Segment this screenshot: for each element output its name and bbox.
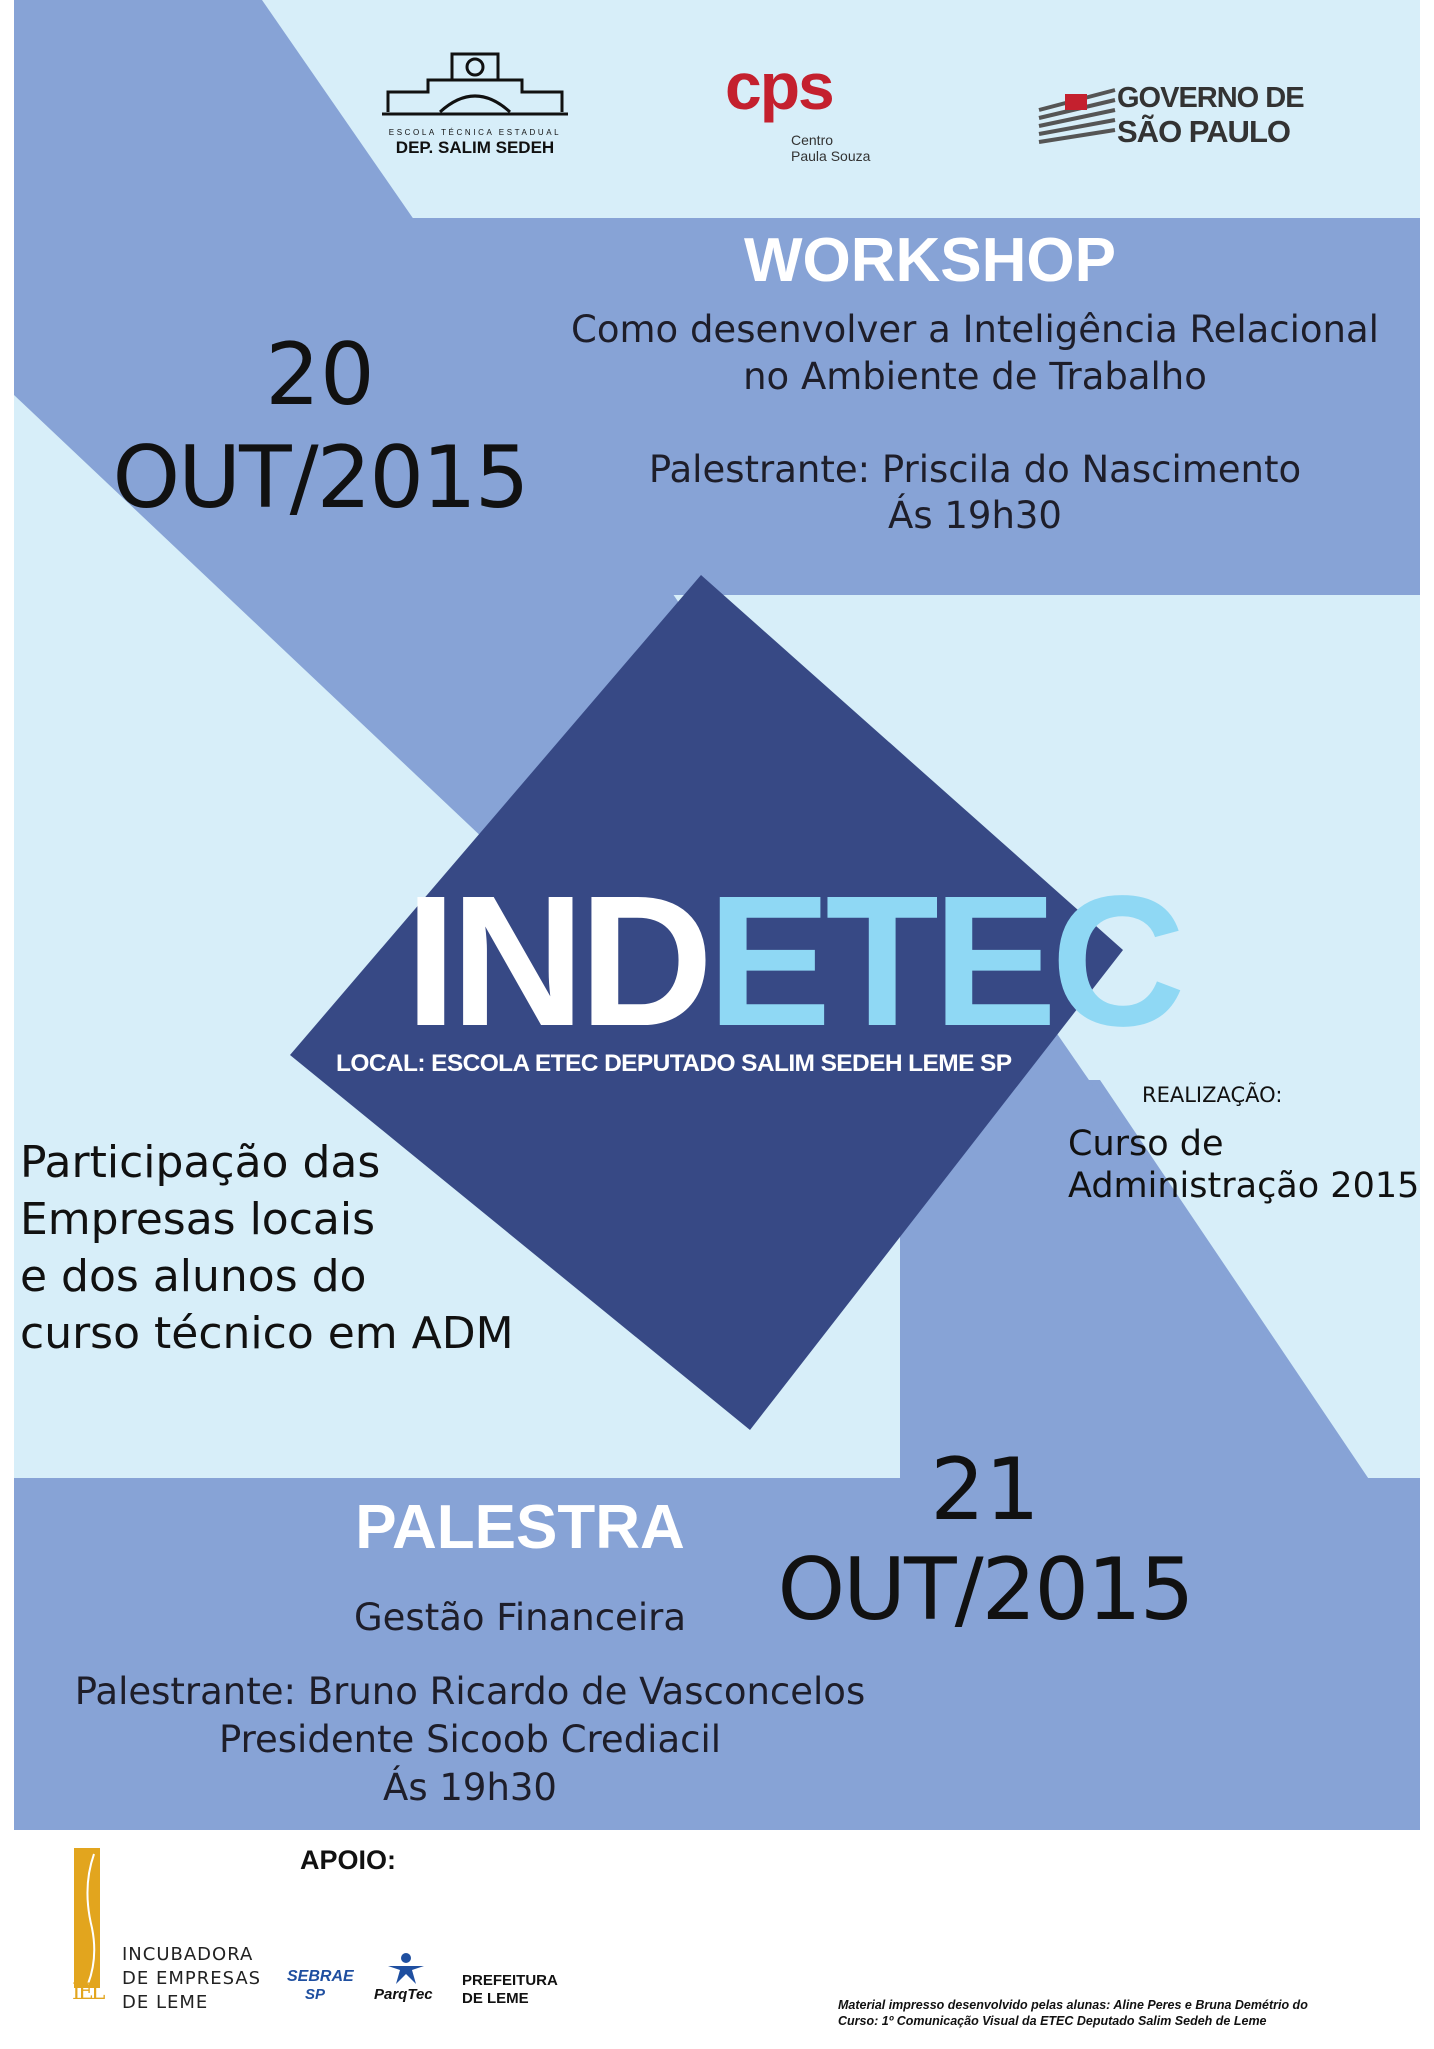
credits-line-1: Material impresso desenvolvido pelas alunas: Aline Peres e Bruna Demétrio do bbox=[838, 1998, 1308, 2012]
etec-logo bbox=[380, 50, 570, 160]
event-name-part-1: IND bbox=[405, 858, 708, 1065]
workshop-time: Ás 19h30 bbox=[888, 494, 1062, 537]
etec-name: DEP. SALIM SEDEH bbox=[395, 138, 555, 157]
apoio-label: APOIO: bbox=[300, 1845, 397, 1875]
sebrae-logo bbox=[287, 1968, 357, 2014]
gov-line-1: GOVERNO DE bbox=[1117, 82, 1304, 114]
incubadora-line-1: INCUBADORA bbox=[122, 1944, 254, 1965]
parqtec-logo bbox=[372, 1952, 442, 2012]
governo-sp-logo bbox=[1035, 82, 1325, 162]
date-1-day: 20 bbox=[265, 325, 375, 425]
event-name-part-2: ETEC bbox=[707, 858, 1180, 1065]
palestra-time: Ás 19h30 bbox=[383, 1766, 557, 1809]
credits-line-2: Curso: 1º Comunicação Visual da ETEC Deputado Salim Sedeh de Leme bbox=[838, 2014, 1267, 2028]
palestra-role: Presidente Sicoob Crediacil bbox=[218, 1718, 722, 1761]
incubadora-mark: IEL bbox=[72, 1980, 103, 2005]
participation-line-2: Empresas locais bbox=[20, 1194, 376, 1245]
event-name bbox=[405, 858, 1180, 1065]
cps-logo bbox=[725, 49, 895, 170]
prefeitura-line-2: DE LEME bbox=[462, 1990, 529, 2007]
date-1-month: OUT/2015 bbox=[112, 428, 528, 528]
date-2-day: 21 bbox=[930, 1440, 1040, 1540]
workshop-heading: WORKSHOP bbox=[744, 226, 1116, 295]
realizacao-line-1: Curso de bbox=[1068, 1124, 1224, 1164]
workshop-title-line-1: Como desenvolver a Inteligência Relacional bbox=[571, 308, 1379, 351]
gov-line-2: SÃO PAULO bbox=[1117, 114, 1290, 149]
incubadora-line-3: DE LEME bbox=[122, 1992, 209, 2013]
etec-small-label: ESCOLA TÉCNICA ESTADUAL bbox=[388, 128, 562, 137]
cps-mark: cps bbox=[725, 49, 833, 123]
workshop-title-line-2: no Ambiente de Trabalho bbox=[743, 355, 1207, 398]
palestra-title: Gestão Financeira bbox=[353, 1596, 686, 1639]
palestra-speaker: Palestrante: Bruno Ricardo de Vasconcelos bbox=[74, 1670, 866, 1713]
parqtec-label: ParqTec bbox=[374, 1986, 433, 2003]
realizacao-line-2: Administração 2015 bbox=[1068, 1166, 1420, 1206]
participation-line-4: curso técnico em ADM bbox=[20, 1308, 514, 1359]
event-location: LOCAL: ESCOLA ETEC DEPUTADO SALIM SEDEH LEME SP bbox=[336, 1050, 1012, 1077]
realizacao-label: REALIZAÇÃO: bbox=[1142, 1083, 1283, 1107]
participation-line-3: e dos alunos do bbox=[20, 1251, 367, 1302]
sebrae-line-1: SEBRAE bbox=[287, 1968, 354, 1985]
prefeitura-line-1: PREFEITURA bbox=[462, 1972, 558, 1989]
date-2-month: OUT/2015 bbox=[777, 1540, 1193, 1640]
sp-flag-icon bbox=[1035, 86, 1121, 146]
etec-building-icon bbox=[380, 50, 570, 120]
cps-line-2: Paula Souza bbox=[791, 148, 871, 164]
incubadora-line-2: DE EMPRESAS bbox=[122, 1968, 262, 1989]
participation-line-1: Participação das bbox=[20, 1137, 381, 1188]
cps-line-1: Centro bbox=[791, 132, 834, 148]
incubadora-logo bbox=[70, 1848, 270, 2038]
palestra-heading: PALESTRA bbox=[355, 1493, 685, 1562]
workshop-speaker: Palestrante: Priscila do Nascimento bbox=[648, 448, 1302, 491]
parqtec-figure-icon bbox=[386, 1952, 426, 1984]
sebrae-line-2: SP bbox=[305, 1986, 326, 2003]
